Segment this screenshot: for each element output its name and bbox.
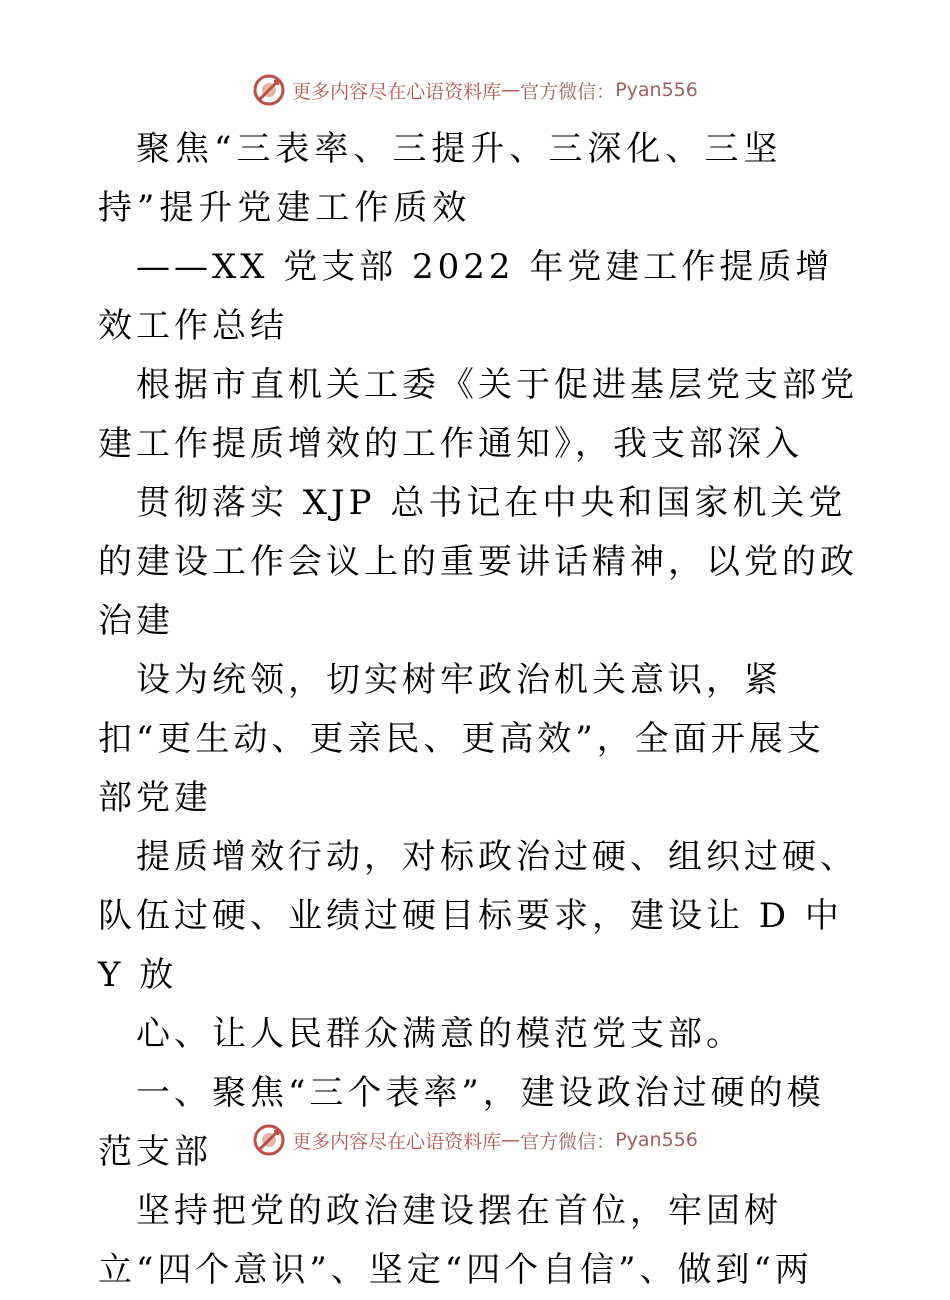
watermark-brand-text: 更多内容尽在心语资料库: [292, 1130, 502, 1153]
body-paragraph-2: 贯彻落实 XJP 总书记在中央和国家机关党的建设工作会议上的重要讲话精神，以党的政治建: [98, 483, 858, 641]
body-paragraph-1: 根据市直机关工委《关于促进基层党支部党建工作提质增效的工作通知》，我支部深入: [98, 365, 858, 464]
document-subtitle: ——XX 党支部 2022 年党建工作提质增效工作总结: [98, 247, 834, 346]
watermark-wechat-id: Pyan556: [615, 79, 698, 101]
section-heading: 一、聚焦“三个表率”，建设政治过硬的模范支部: [98, 1073, 825, 1172]
watermark-wechat-label: 官方微信：: [520, 1130, 616, 1153]
brand-logo-icon: [252, 73, 286, 107]
header-watermark: [0, 70, 950, 110]
section-paragraph: 坚持把党的政治建设摆在首位，牢固树立“四个意识”、坚定“四个自信”、做到“两: [98, 1191, 813, 1290]
body-paragraph-3: 设为统领，切实树牢政治机关意识，紧扣“更生动、更亲民、更高效”，全面开展支部党建: [98, 660, 825, 818]
body-paragraph-5: 心、让人民群众满意的模范党支部。: [136, 1014, 744, 1054]
watermark-wechat-id: Pyan556: [615, 1129, 698, 1151]
watermark-brand-text: 更多内容尽在心语资料库: [292, 80, 502, 103]
brand-logo-icon: [252, 1123, 286, 1157]
body-paragraph-4: 提质增效行动，对标政治过硬、组织过硬、队伍过硬、业绩过硬目标要求，建设让 D 中 Y 放: [98, 837, 858, 995]
watermark-dash: —: [501, 1129, 521, 1151]
watermark-dash: —: [501, 79, 521, 101]
document-title: 聚焦“三表率、三提升、三深化、三坚持”提升党建工作质效: [98, 129, 783, 228]
footer-watermark: [0, 1120, 950, 1160]
watermark-wechat-label: 官方微信：: [520, 80, 616, 103]
